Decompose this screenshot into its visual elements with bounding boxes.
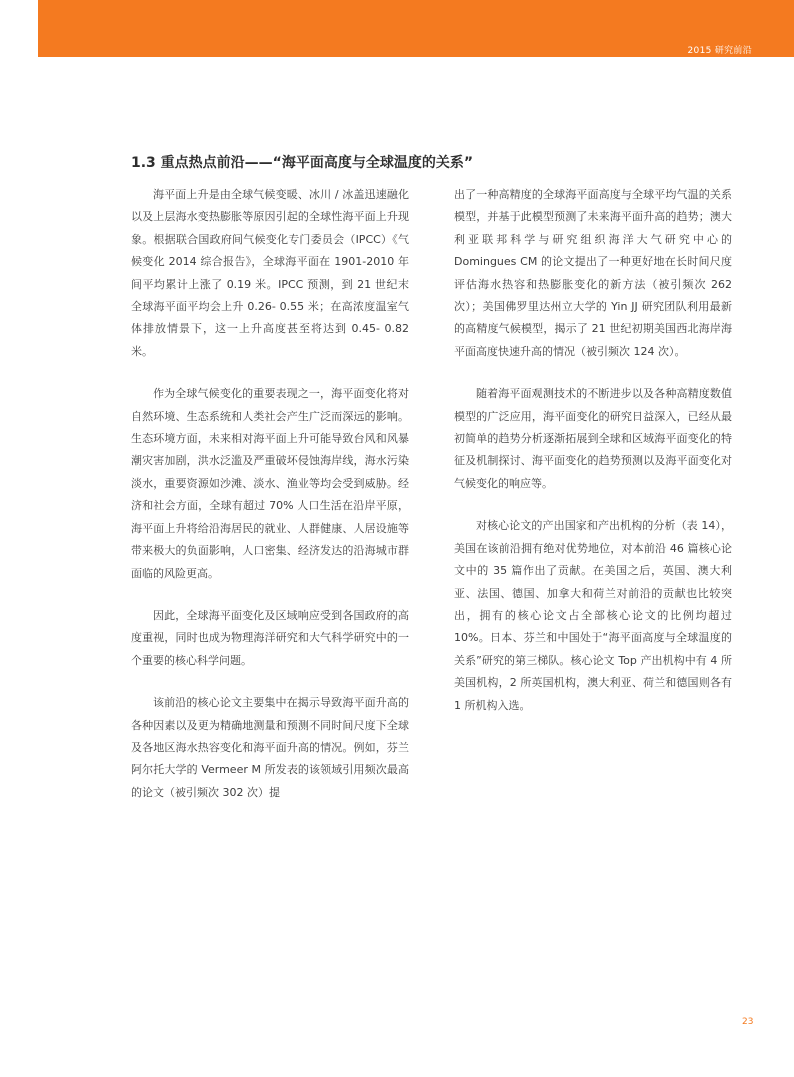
paragraph: 随着海平面观测技术的不断进步以及各种高精度数值模型的广泛应用，海平面变化的研究日益深入，已经从最初简单的趋势分析逐渐拓展到全球和区域海平面变化的特征及机制探讨、海平面变化的趋势预测以及海平面变化对气候变化的响应等。 [454,387,732,490]
page-number: 23 [742,1017,754,1027]
header-label: 2015 研究前沿 [687,46,752,56]
header-band [38,0,794,57]
right-column [454,184,732,737]
paragraph: 因此，全球海平面变化及区域响应受到各国政府的高度重视，同时也成为物理海洋研究和大气科学研究中的一个重要的核心科学问题。 [131,608,409,667]
paragraph: 对核心论文的产出国家和产出机构的分析（表 14），美国在该前沿拥有绝对优势地位，对本前沿 46 篇核心论文中的 35 篇作出了贡献。在美国之后，英国、澳大利亚、法国、德国、加拿大和荷兰对前沿的贡献也比较突出，拥有的核心论文占全部核心论文的比例均超过 10%。日本、芬兰和中国处于“海平面高度与全球温度的关系”研究的第三梯队。核心论文 Top 产出机构中有 4 所美国机构，2 所英国机构，澳大利亚、荷兰和德国则各有 1 所机构入选。 [454,519,732,712]
paragraph: 该前沿的核心论文主要集中在揭示导致海平面升高的各种因素以及更为精确地测量和预测不同时间尺度下全球及各地区海水热容变化和海平面升高的情况。例如，芬兰阿尔托大学的 Vermeer M 所发表的该领域引用频次最高的论文（被引频次 302 次）提 [131,696,409,799]
paragraph: 作为全球气候变化的重要表现之一，海平面变化将对自然环境、生态系统和人类社会产生广泛而深远的影响。生态环境方面，未来相对海平面上升可能导致台风和风暴潮灾害加剧，洪水泛滥及严重破坏侵蚀海岸线，海水污染淡水，重要资源如沙滩、淡水、渔业等均会受到威胁。经济和社会方面，全球有超过 70% 人口生活在沿岸平原，海平面上升将给沿海居民的就业、人群健康、人居设施等带来极大的负面影响，人口密集、经济发达的沿海城市群面临的风险更高。 [131,387,409,580]
paragraph: 海平面上升是由全球气候变暖、冰川 / 冰盖迅速融化以及上层海水变热膨胀等原因引起的全球性海平面上升现象。根据联合国政府间气候变化专门委员会（IPCC）《气候变化 2014 综合报告》，全球海平面在 1901-2010 年间平均累计上涨了 0.19 米。IPCC 预测，到 21 世纪末全球海平面平均会上升 0.26- 0.55 米；在高浓度温室气体排放情景下，这一上升高度甚至将达到 0.45- 0.82 米。 [131,188,409,358]
section-title: 1.3 重点热点前沿——“海平面高度与全球温度的关系” [131,155,474,171]
paragraph-continued: 出了一种高精度的全球海平面高度与全球平均气温的关系模型，并基于此模型预测了未来海平面升高的趋势；澳大利亚联邦科学与研究组织海洋大气研究中心的 Domingues CM 的论文提出了一种更好地在长时间尺度评估海水热容和热膨胀变化的新方法（被引频次 262 次）；美国佛罗里达州立大学的 Yin JJ 研究团队利用最新的高精度气候模型，揭示了 21 世纪初期美国西北海岸海平面高度快速升高的情况（被引频次 124 次）。 [454,188,732,358]
left-column [131,184,409,824]
